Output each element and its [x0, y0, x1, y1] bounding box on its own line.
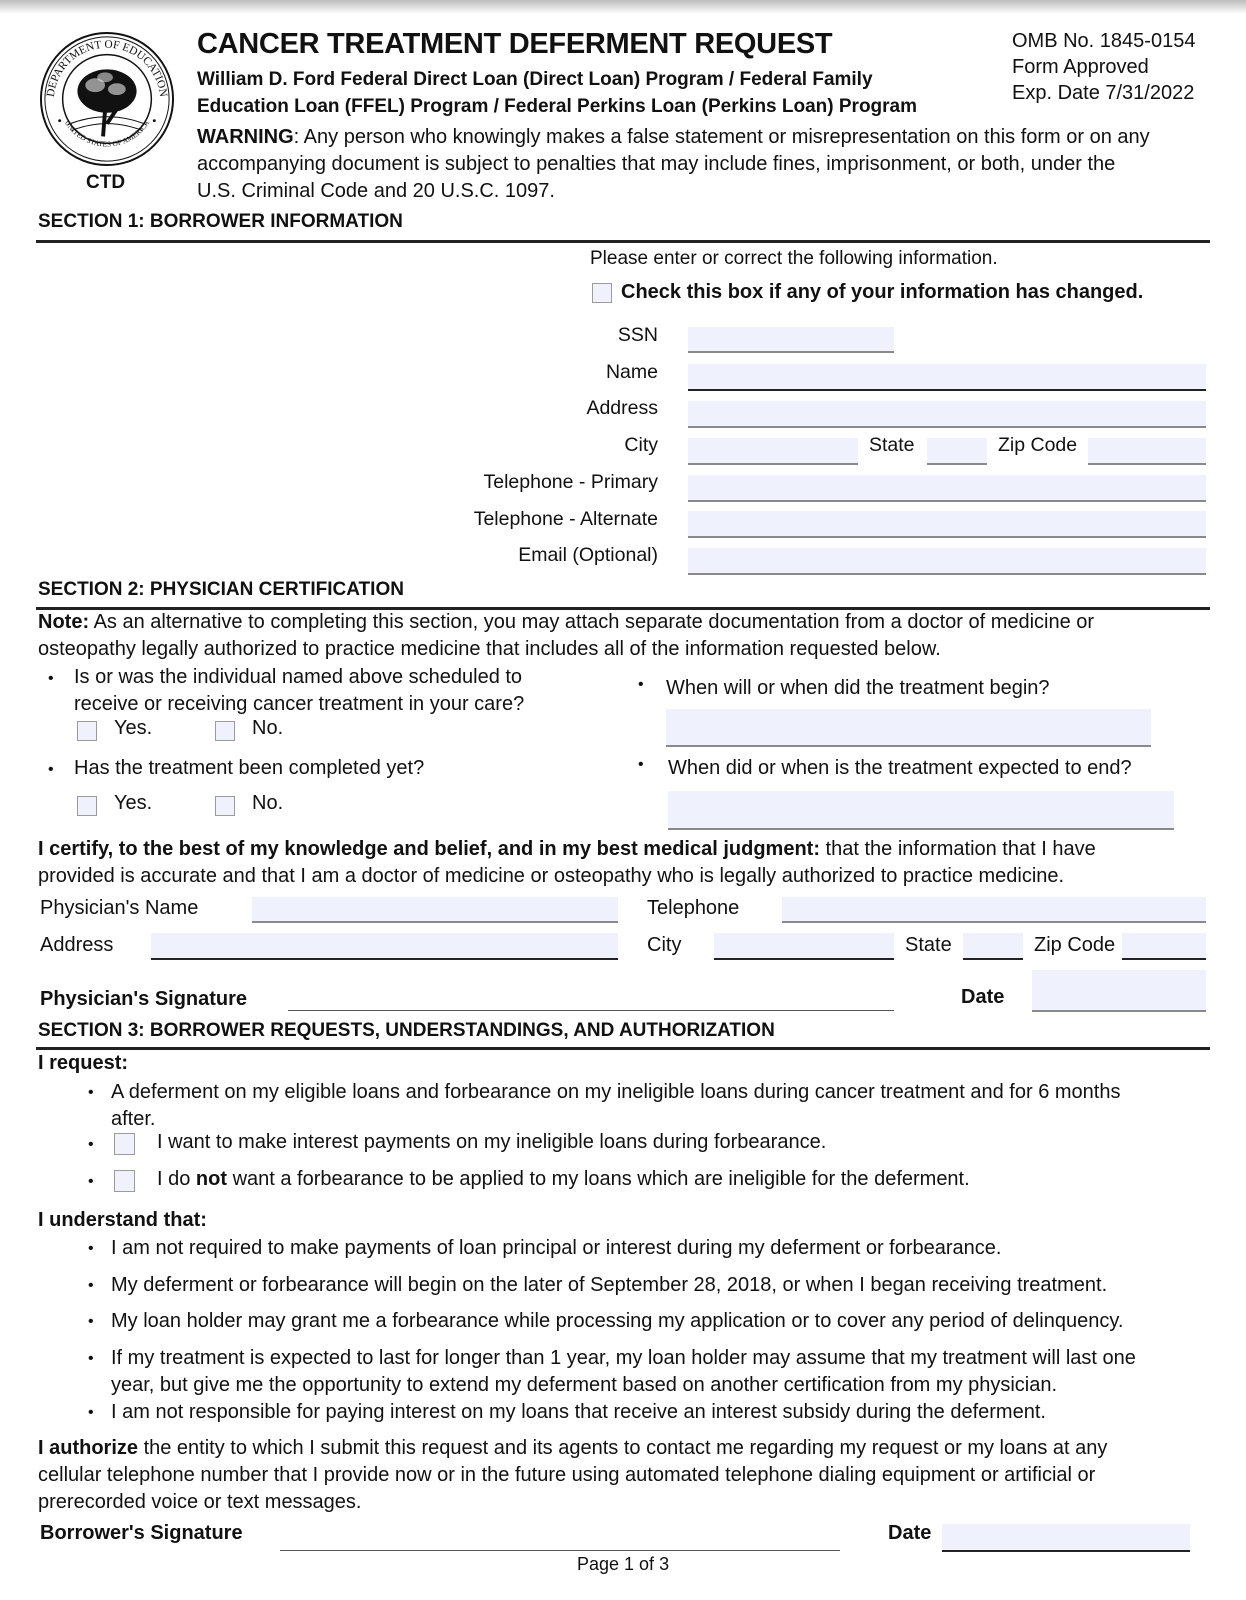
physician-address-label: Address [40, 934, 114, 956]
zip-label: Zip Code [998, 434, 1078, 456]
omb-number: OMB No. 1845-0154 [1012, 30, 1196, 52]
request-heading: I request: [38, 1052, 129, 1074]
expiration-date: Exp. Date 7/31/2022 [1012, 82, 1195, 104]
physician-name-label: Physician's Name [40, 897, 199, 919]
borrower-signature-label: Borrower's Signature [40, 1522, 243, 1544]
q1-no-label: No. [252, 717, 284, 739]
q2-text: Has the treatment been completed yet? [74, 757, 425, 779]
telephone-alternate-label: Telephone - Alternate [473, 508, 658, 530]
bullet: • [638, 676, 644, 693]
certify-line1: I certify, to the best of my knowledge and belief, and in my best medical judgment: that the information that I have [38, 838, 1096, 860]
section1-divider [36, 240, 1210, 243]
bullet: • [88, 1136, 94, 1153]
understand-item: If my treatment is expected to last for longer than 1 year, my loan holder may assume that my treatment will last one [111, 1347, 1136, 1369]
state-input[interactable] [927, 438, 987, 465]
physician-date-input[interactable] [1032, 970, 1206, 1012]
understand-item: I am not required to make payments of loan principal or interest during my deferment or forbearance. [111, 1237, 1002, 1259]
program-subtitle-line2: Education Loan (FFEL) Program / Federal Perkins Loan (Perkins Loan) Program [197, 96, 918, 117]
warning-text-line2: accompanying document is subject to penalties that may include fines, imprisonment, or both, under the [197, 153, 1116, 175]
form-code: CTD [86, 172, 126, 193]
telephone-primary-label: Telephone - Primary [483, 471, 658, 493]
treatment-end-input[interactable] [668, 791, 1174, 830]
physician-zip-label: Zip Code [1034, 934, 1116, 956]
physician-city-input[interactable] [714, 933, 894, 960]
understand-item-continued: year, but give me the opportunity to extend my deferment based on another certification from my physician. [111, 1374, 1058, 1396]
physician-telephone-label: Telephone [647, 897, 740, 919]
page-number: Page 1 of 3 [577, 1554, 670, 1574]
borrower-signature-line[interactable] [280, 1550, 840, 1551]
physician-zip-input[interactable] [1122, 933, 1206, 960]
section3-divider [36, 1047, 1210, 1050]
section1-heading: SECTION 1: BORROWER INFORMATION [38, 211, 403, 232]
department-of-education-seal-icon [38, 30, 176, 168]
bullet: • [88, 1277, 94, 1294]
program-subtitle-line1: William D. Ford Federal Direct Loan (Direct Loan) Program / Federal Family [197, 69, 873, 90]
authorize-line3: prerecorded voice or text messages. [38, 1491, 362, 1513]
bullet: • [88, 1240, 94, 1257]
physician-city-label: City [647, 934, 682, 956]
state-label: State [869, 434, 915, 456]
note-line1: Note: As an alternative to completing this section, you may attach separate documentation from a doctor of medicine or [38, 611, 1095, 633]
telephone-alternate-input[interactable] [688, 511, 1206, 538]
physician-name-input[interactable] [252, 897, 618, 923]
borrower-date-label: Date [888, 1522, 932, 1544]
no-forbearance-checkbox[interactable] [114, 1170, 135, 1192]
q4-text: When did or when is the treatment expected to end? [668, 757, 1132, 779]
info-changed-checkbox[interactable] [592, 283, 612, 303]
address-label: Address [586, 397, 658, 419]
city-input[interactable] [688, 438, 858, 465]
q1-yes-checkbox[interactable] [77, 721, 97, 741]
q1-no-checkbox[interactable] [215, 721, 235, 741]
q2-yes-label: Yes. [114, 792, 153, 814]
bullet: • [88, 1173, 94, 1190]
q2-no-label: No. [252, 792, 284, 814]
bullet: • [638, 756, 644, 773]
svg-text:DEPARTMENT OF EDUCATION: DEPARTMENT OF EDUCATION [44, 38, 170, 98]
name-label: Name [605, 361, 658, 383]
bullet: • [88, 1313, 94, 1330]
page-title: CANCER TREATMENT DEFERMENT REQUEST [197, 28, 833, 60]
request-item1-line1: A deferment on my eligible loans and forbearance on my ineligible loans during cancer treatment and for 6 months [111, 1081, 1121, 1103]
warning-label: WARNING [197, 126, 294, 148]
interest-payments-checkbox[interactable] [114, 1133, 135, 1155]
svg-text:UNITED STATES OF AMERICA: UNITED STATES OF AMERICA [62, 118, 152, 149]
zip-input[interactable] [1088, 438, 1206, 465]
info-changed-label: Check this box if any of your information has changed. [621, 281, 1144, 303]
physician-date-label: Date [961, 986, 1005, 1008]
q1-text-line1: Is or was the individual named above scheduled to [74, 666, 523, 688]
bullet: • [48, 761, 54, 778]
section2-heading: SECTION 2: PHYSICIAN CERTIFICATION [38, 579, 404, 600]
understand-heading: I understand that: [38, 1209, 207, 1231]
physician-signature-line[interactable] [288, 1010, 894, 1011]
ssn-input[interactable] [688, 327, 894, 353]
request-option1-label: I want to make interest payments on my ineligible loans during forbearance. [157, 1131, 827, 1153]
window-top-shadow [0, 0, 1246, 14]
warning-text-line1: WARNING: Any person who knowingly makes a false statement or misrepresentation on this form or on any [197, 126, 1150, 148]
city-label: City [624, 434, 658, 456]
certify-line2: provided is accurate and that I am a doctor of medicine or osteopathy who is legally authorized to practice medicine. [38, 865, 1065, 887]
q3-text: When will or when did the treatment begin? [666, 677, 1050, 699]
physician-state-input[interactable] [963, 933, 1023, 960]
q1-text-line2: receive or receiving cancer treatment in your care? [74, 693, 525, 715]
borrower-date-input[interactable] [942, 1524, 1190, 1552]
note-label: Note: [38, 611, 90, 633]
authorize-line2: cellular telephone number that I provide now or in the future using automated telephone dialing equipment or artificial or [38, 1464, 1096, 1486]
note-line2: osteopathy legally authorized to practice medicine that includes all of the information requested below. [38, 638, 941, 660]
bullet: • [48, 670, 54, 687]
form-approved: Form Approved [1012, 56, 1149, 78]
q2-no-checkbox[interactable] [215, 796, 235, 816]
section1-instruction: Please enter or correct the following information. [590, 248, 998, 269]
section2-divider [36, 607, 1210, 610]
address-input[interactable] [688, 401, 1206, 428]
understand-item: I am not responsible for paying interest on my loans that receive an interest subsidy during the deferment. [111, 1401, 1046, 1423]
warning-text-line3: U.S. Criminal Code and 20 U.S.C. 1097. [197, 180, 555, 202]
telephone-primary-input[interactable] [688, 475, 1206, 502]
section3-heading: SECTION 3: BORROWER REQUESTS, UNDERSTANDINGS, AND AUTHORIZATION [38, 1020, 775, 1041]
bullet: • [88, 1350, 94, 1367]
treatment-begin-input[interactable] [666, 709, 1151, 747]
physician-address-input[interactable] [151, 933, 618, 960]
authorize-line1: I authorize the entity to which I submit this request and its agents to contact me regarding my request or my loans at any [38, 1437, 1108, 1459]
physician-state-label: State [905, 934, 952, 956]
ssn-label: SSN [617, 324, 658, 346]
bullet: • [88, 1404, 94, 1421]
name-input[interactable] [688, 364, 1206, 391]
request-item1-line2: after. [111, 1108, 156, 1130]
email-input[interactable] [688, 548, 1206, 575]
understand-item: My deferment or forbearance will begin on the later of September 28, 2018, or when I began receiving treatment. [111, 1274, 1108, 1296]
q1-yes-label: Yes. [114, 717, 153, 739]
physician-signature-label: Physician's Signature [40, 988, 248, 1010]
request-option2-label: I do not want a forbearance to be applied to my loans which are ineligible for the deferment. [157, 1168, 970, 1190]
q2-yes-checkbox[interactable] [77, 796, 97, 816]
understand-item: My loan holder may grant me a forbearance while processing my application or to cover any period of delinquency. [111, 1310, 1124, 1332]
email-label: Email (Optional) [518, 544, 658, 566]
physician-telephone-input[interactable] [782, 897, 1206, 923]
bullet: • [88, 1084, 94, 1101]
